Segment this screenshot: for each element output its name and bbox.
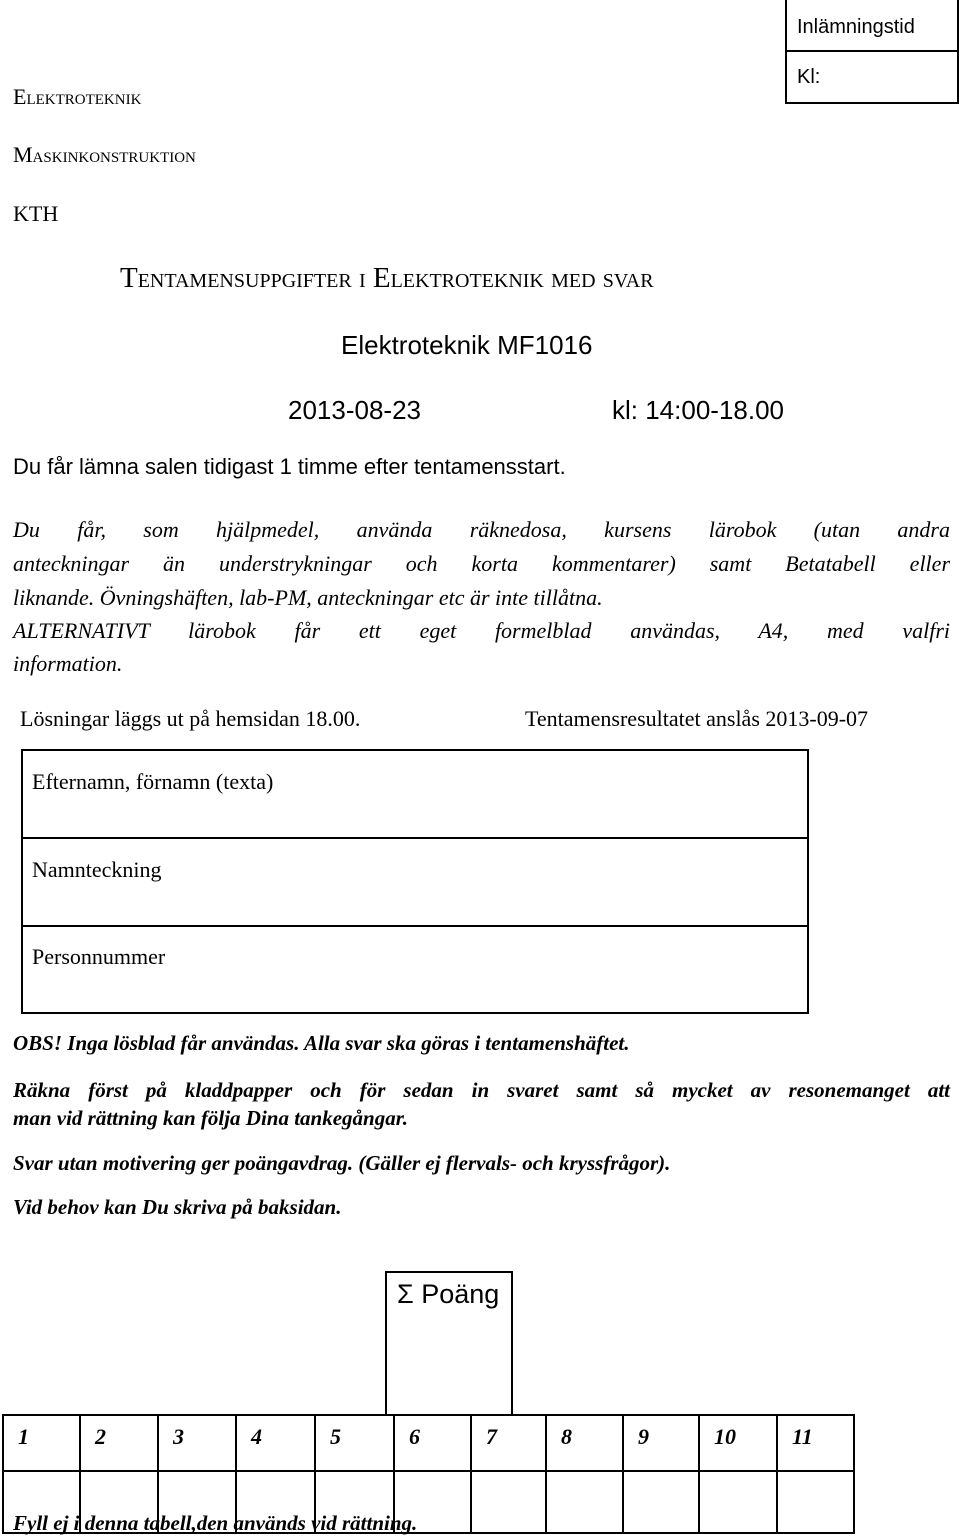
- aids-line-1: Du får, som hjälpmedel, använda räknedosa, kursens lärobok (utan andra: [13, 517, 950, 542]
- grading-number: 10: [714, 1424, 736, 1449]
- department-electrical: Elektroteknik: [13, 84, 142, 109]
- grading-number: 11: [792, 1424, 813, 1449]
- name-field-label: Efternamn, förnamn (texta): [32, 769, 274, 794]
- grading-number: 5: [330, 1424, 341, 1449]
- grading-number: 1: [18, 1424, 29, 1449]
- grading-number: 8: [561, 1424, 572, 1449]
- grading-note: Fyll ej i denna tabell,den används vid rättning.: [13, 1511, 418, 1535]
- grading-cell-8: [545, 1414, 622, 1534]
- grading-number: 9: [638, 1424, 649, 1449]
- submission-time-box: [785, 0, 959, 104]
- grading-cell-11: [776, 1414, 853, 1534]
- student-info-form: [21, 749, 809, 1014]
- page-title: Tentamensuppgifter i Elektroteknik med svar: [120, 262, 654, 294]
- calc-note-line-2: man vid rättning kan följa Dina tankegångar.: [13, 1106, 409, 1130]
- grading-cell-9: [622, 1414, 698, 1534]
- signature-field-label: Namnteckning: [32, 857, 162, 882]
- calc-note-line-1: Räkna först på kladdpapper och för sedan in svaret samt så mycket av resonemanget att: [13, 1078, 950, 1102]
- grading-number: 7: [486, 1424, 497, 1449]
- course-name: Elektroteknik MF1016: [341, 330, 593, 360]
- personnummer-field-label: Personnummer: [32, 944, 166, 969]
- department-mechanical: Maskinkonstruktion: [13, 142, 196, 167]
- results-note: Tentamensresultatet anslås 2013-09-07: [525, 706, 869, 731]
- grading-number: 6: [409, 1424, 420, 1449]
- grading-number: 3: [173, 1424, 184, 1449]
- school-name: KTH: [13, 201, 59, 226]
- backside-note: Vid behov kan Du skriva på baksidan.: [13, 1195, 342, 1219]
- aids-line-2: anteckningar än understrykningar och korta kommentarer) samt Betatabell eller: [13, 551, 950, 576]
- leave-room-note: Du får lämna salen tidigast 1 timme efter tentamensstart.: [13, 454, 566, 479]
- grading-number: 2: [95, 1424, 106, 1449]
- points-label: Σ Poäng: [397, 1279, 500, 1309]
- grading-cell-7: [470, 1414, 545, 1534]
- solutions-note: Lösningar läggs ut på hemsidan 18.00.: [20, 706, 361, 731]
- exam-date: 2013-08-23: [288, 395, 421, 425]
- submission-time-label: Inlämningstid: [797, 16, 915, 38]
- aids-line-4: ALTERNATIVT lärobok får ett eget formelblad användas, A4, med valfri: [13, 618, 950, 643]
- grading-cell-10: [698, 1414, 776, 1534]
- aids-line-3: liknande. Övningshäften, lab-PM, anteckningar etc är inte tillåtna.: [13, 585, 603, 610]
- aids-line-5: information.: [13, 651, 123, 676]
- motivation-note: Svar utan motivering ger poängavdrag. (Gäller ej flervals- och kryssfrågor).: [13, 1151, 671, 1175]
- exam-time: kl: 14:00-18.00: [612, 395, 785, 425]
- grading-number: 4: [251, 1424, 262, 1449]
- submission-time-kl: Kl:: [797, 66, 821, 88]
- points-box: [385, 1271, 513, 1416]
- obs-note: OBS! Inga lösblad får användas. Alla svar ska göras i tentamenshäftet.: [13, 1031, 630, 1055]
